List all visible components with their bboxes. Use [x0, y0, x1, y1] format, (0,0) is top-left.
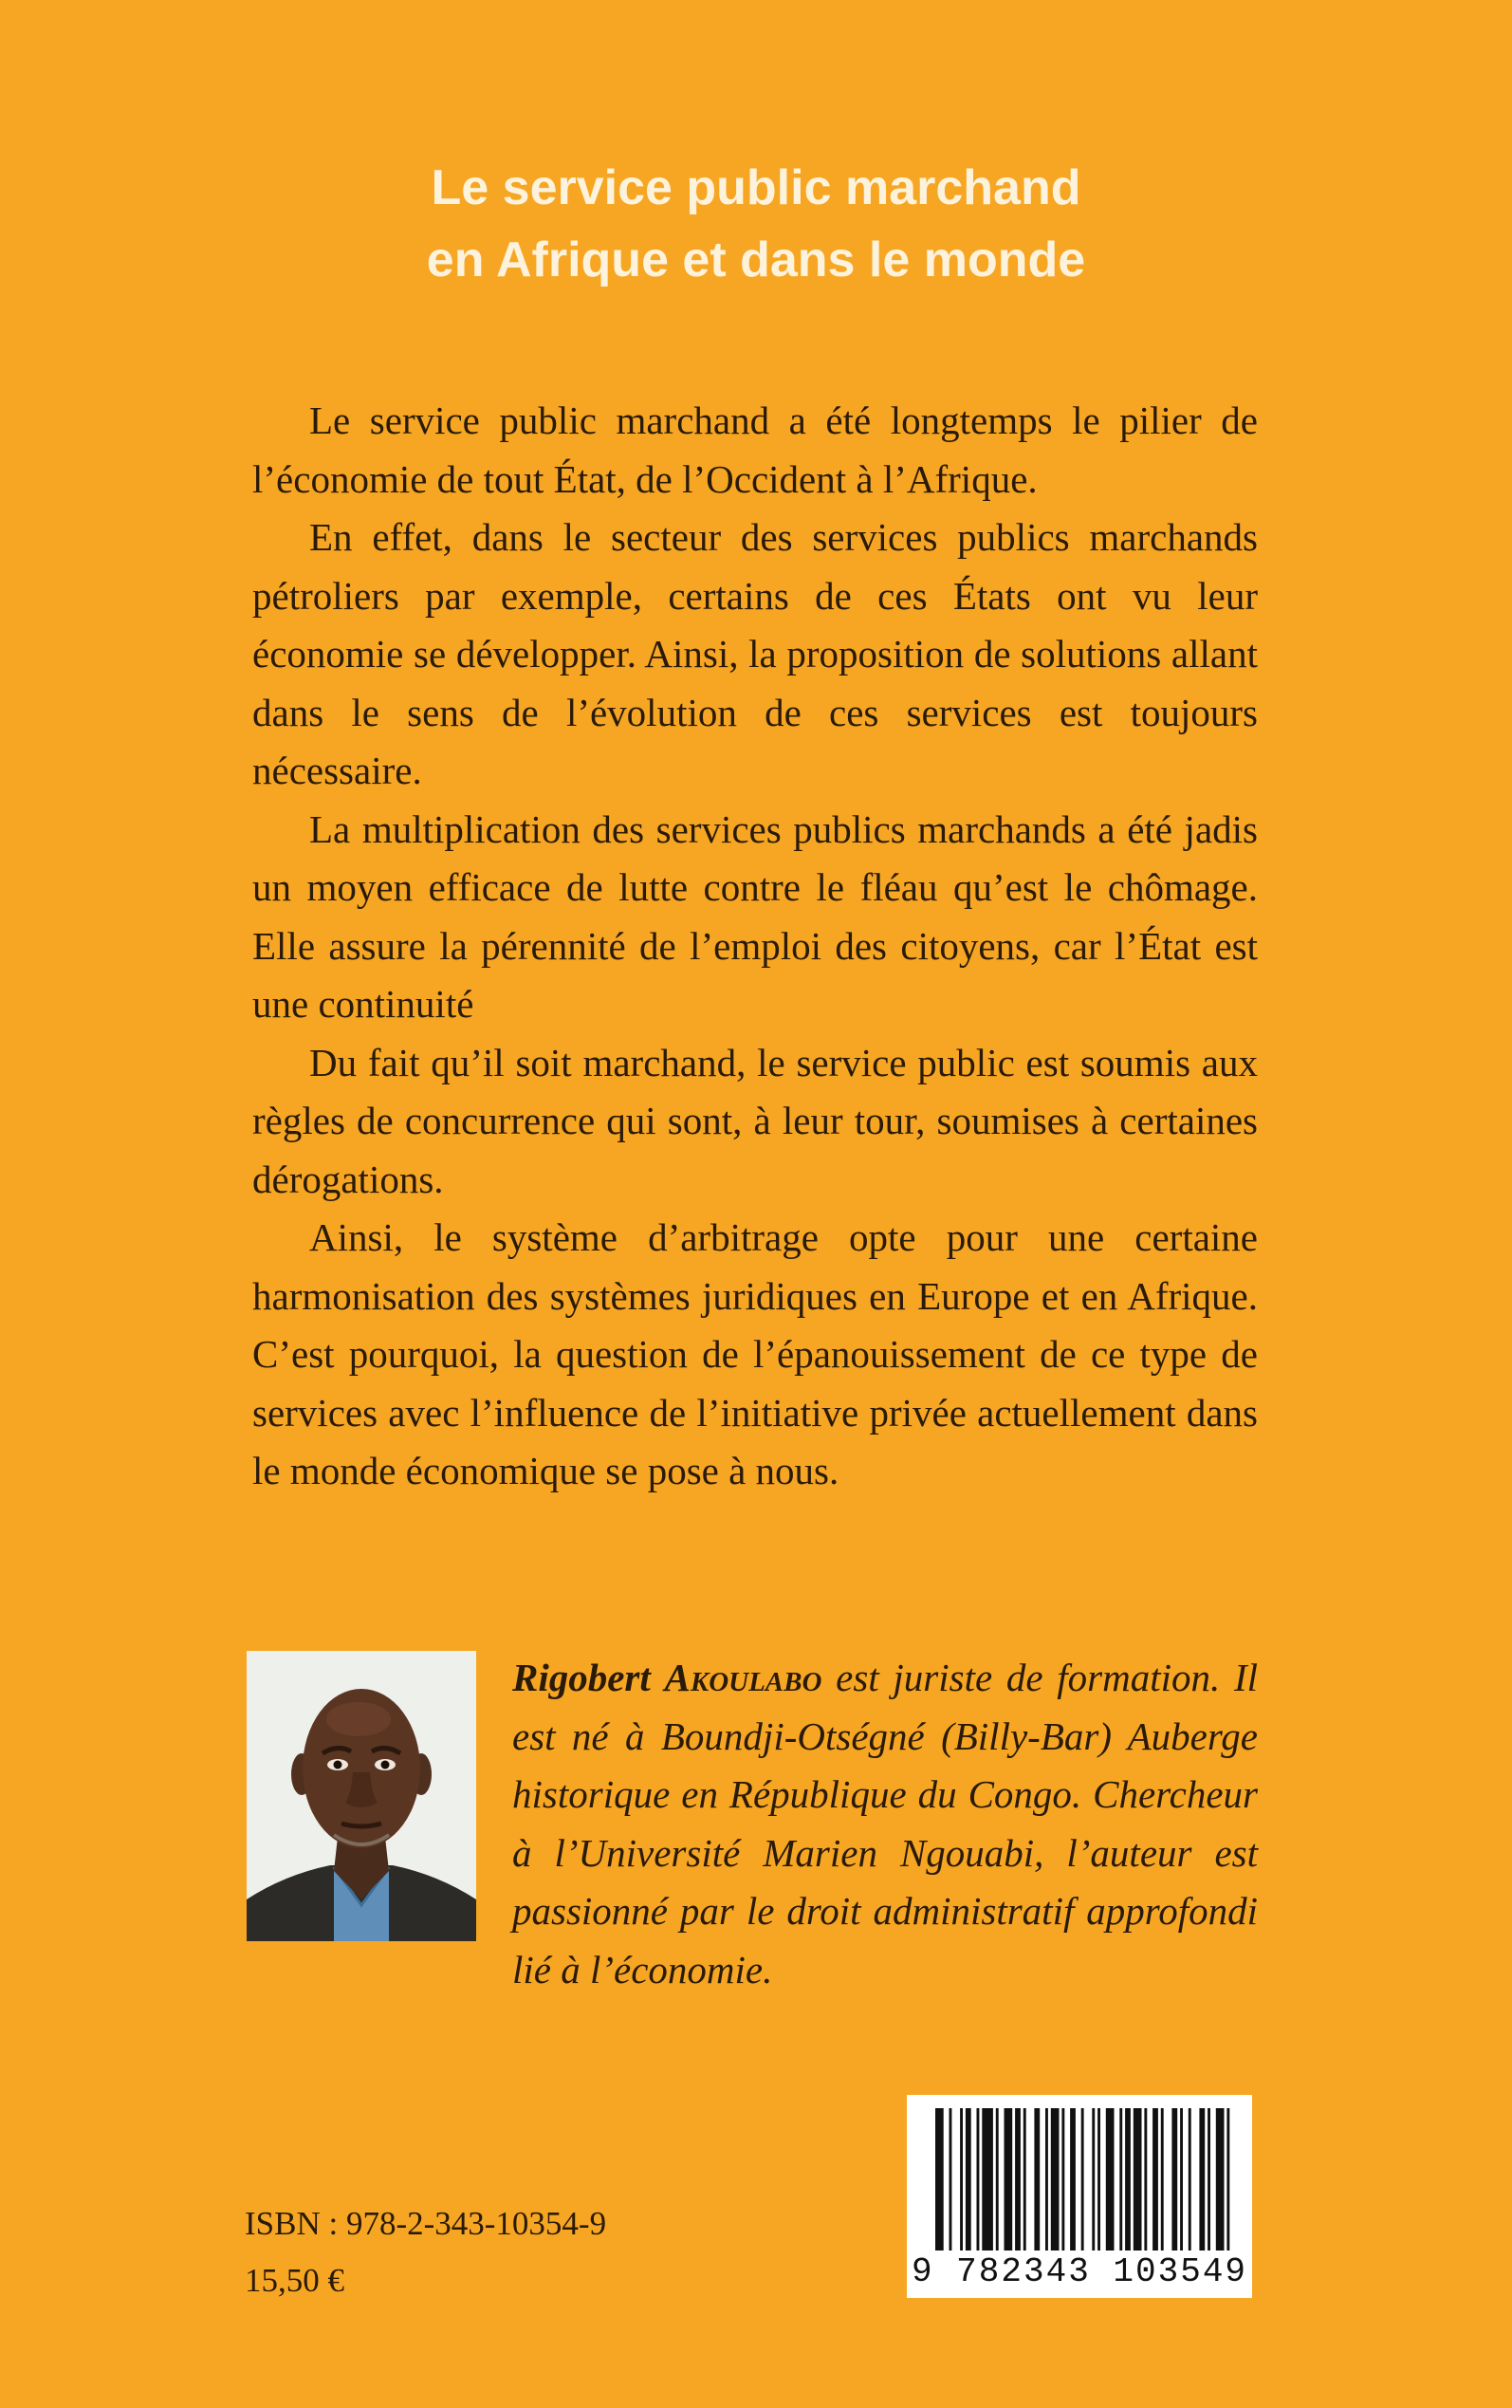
barcode-bar — [966, 2108, 971, 2251]
barcode-bar — [1134, 2108, 1142, 2251]
barcode-bar — [1199, 2108, 1205, 2251]
blurb-paragraph: La multiplication des services publics marchands a été jadis un moyen efficace de lutte contre le fléau qu’est le chômage. Elle assure la pérennité de l’emploi des citoyens, car l’État est une continuité — [252, 806, 1258, 1026]
author-photo — [247, 1651, 476, 1941]
barcode-bar — [1125, 2108, 1131, 2251]
barcode-bar — [982, 2108, 993, 2251]
blurb-paragraph: Du fait qu’il soit marchand, le service public est soumis aux règles de concurrence qui sont, à leur tour, soumises à certaines dérogations. — [252, 1040, 1258, 1201]
barcode-bar — [1152, 2108, 1158, 2251]
barcode-bar — [1034, 2108, 1040, 2251]
barcode-bar — [1144, 2108, 1147, 2251]
barcode-bar — [977, 2108, 980, 2251]
barcode-bar — [1092, 2108, 1095, 2251]
author-bio — [512, 1649, 1258, 1999]
blurb — [252, 392, 1258, 1501]
barcode-bar — [1005, 2108, 1013, 2251]
author-bio-text: est juriste de formation. Il est né à Boundji-Otségné (Billy-Bar) Auberge historique en République du Congo. Chercheur à l’Université Marien Ngouabi, l’auteur est passionné par le droit administratif approfondi lié à l’économie. — [512, 1656, 1258, 1991]
author-first-name: Rigobert — [512, 1656, 651, 1699]
barcode-bar — [1208, 2108, 1210, 2251]
barcode-bar — [1171, 2108, 1177, 2251]
barcode-bar — [1106, 2108, 1115, 2251]
barcode-bar — [935, 2108, 944, 2251]
isbn: ISBN : 978-2-343-10354-9 — [245, 2205, 607, 2242]
barcode-bar — [950, 2108, 952, 2251]
barcode — [907, 2095, 1252, 2298]
barcode-bar — [1045, 2108, 1048, 2251]
barcode-bar — [1097, 2108, 1100, 2251]
blurb-paragraph: Le service public marchand a été longtemps le pilier de l’économie de tout État, de l’Occident à l’Afrique. — [252, 398, 1258, 501]
barcode-bar — [1061, 2108, 1064, 2251]
blurb-paragraph: En effet, dans le secteur des services publics marchands pétroliers par exemple, certains de ces États ont vu leur économie se développer. Ainsi, la proposition de solutions allant dans le sens de l’évolution de ces services est toujours nécessaire. — [252, 515, 1258, 792]
barcode-bar — [1216, 2108, 1225, 2251]
blurb-paragraph: Ainsi, le système d’arbitrage opte pour une certaine harmonisation des systèmes juridiques en Europe et en Afrique. C’est pourquoi, la question de l’épanouissement de ce type de services avec l’influence de l’initiative privée actuellement dans le monde économique se pose à nous. — [252, 1215, 1258, 1492]
barcode-bar — [1189, 2108, 1191, 2251]
barcode-bar — [960, 2108, 963, 2251]
author-name — [512, 1656, 821, 1699]
author-last-name: Akoulabo — [664, 1656, 822, 1699]
barcode-bar — [1226, 2108, 1229, 2251]
barcode-bar — [1051, 2108, 1060, 2251]
book-title — [0, 152, 1512, 296]
barcode-bar — [1023, 2108, 1026, 2251]
barcode-bar — [1161, 2108, 1164, 2251]
barcode-digits: 9 782343 103549 — [911, 2252, 1248, 2291]
book-title-line-2: en Afrique et dans le monde — [426, 232, 1086, 287]
barcode-bar — [1180, 2108, 1183, 2251]
barcode-bar — [1015, 2108, 1021, 2251]
price: 15,50 € — [245, 2262, 344, 2299]
barcode-bar — [1119, 2108, 1122, 2251]
barcode-bar — [1070, 2108, 1076, 2251]
book-title-line-1: Le service public marchand — [431, 160, 1081, 215]
author-portrait-image — [247, 1651, 476, 1941]
barcode-bar — [1081, 2108, 1084, 2251]
barcode-bar — [996, 2108, 999, 2251]
